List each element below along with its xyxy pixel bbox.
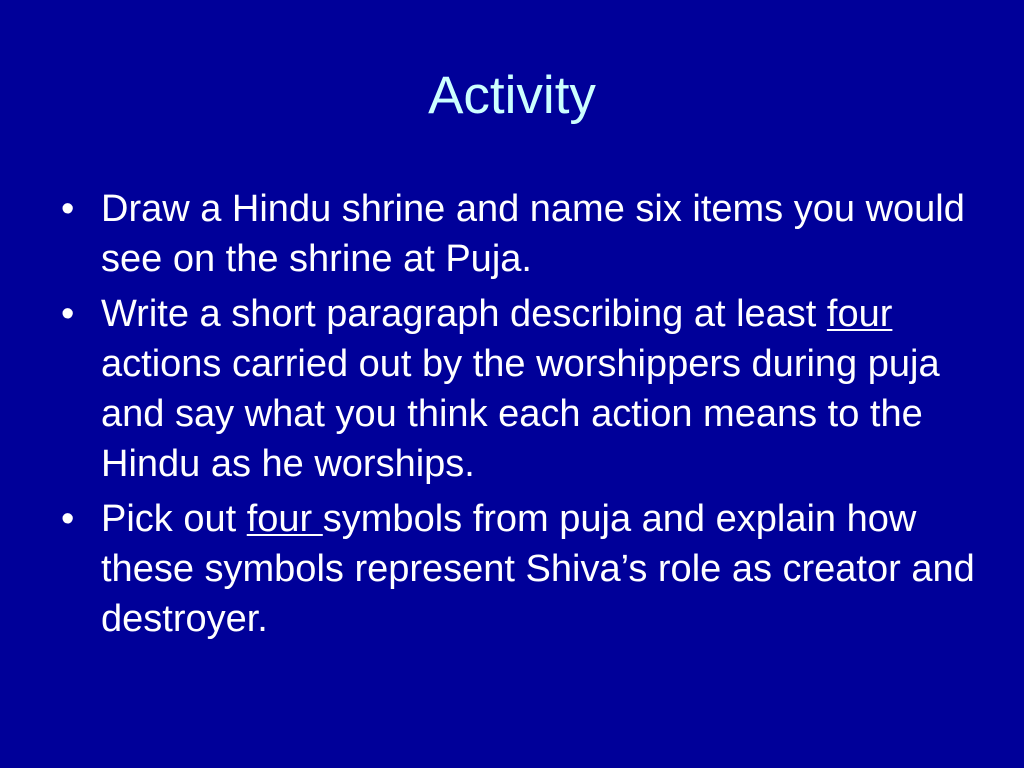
bullet-icon: • <box>61 293 75 335</box>
bullet-text: symbols from puja and explain how these symbols represent Shiva’s role as creator and destroyer. <box>101 498 975 640</box>
bullet-icon: • <box>61 498 75 540</box>
bullet-text: Write a short paragraph describing at least <box>101 293 827 335</box>
bullet-list <box>56 184 986 649</box>
slide-title: Activity <box>428 66 596 125</box>
underlined-emphasis: four <box>246 498 323 540</box>
bullet-item-symbols <box>56 494 986 644</box>
underlined-emphasis: four <box>826 293 893 335</box>
bullet-text: Pick out <box>101 498 247 540</box>
bullet-item-shrine <box>56 184 986 284</box>
bullet-icon: • <box>61 188 75 230</box>
bullet-item-paragraph <box>56 289 986 489</box>
bullet-text: Draw a Hindu shrine and name six items you would see on the shrine at Puja. <box>101 188 965 280</box>
bullet-text: actions carried out by the worshippers during puja and say what you think each action means to the Hindu as he worships. <box>101 343 940 485</box>
